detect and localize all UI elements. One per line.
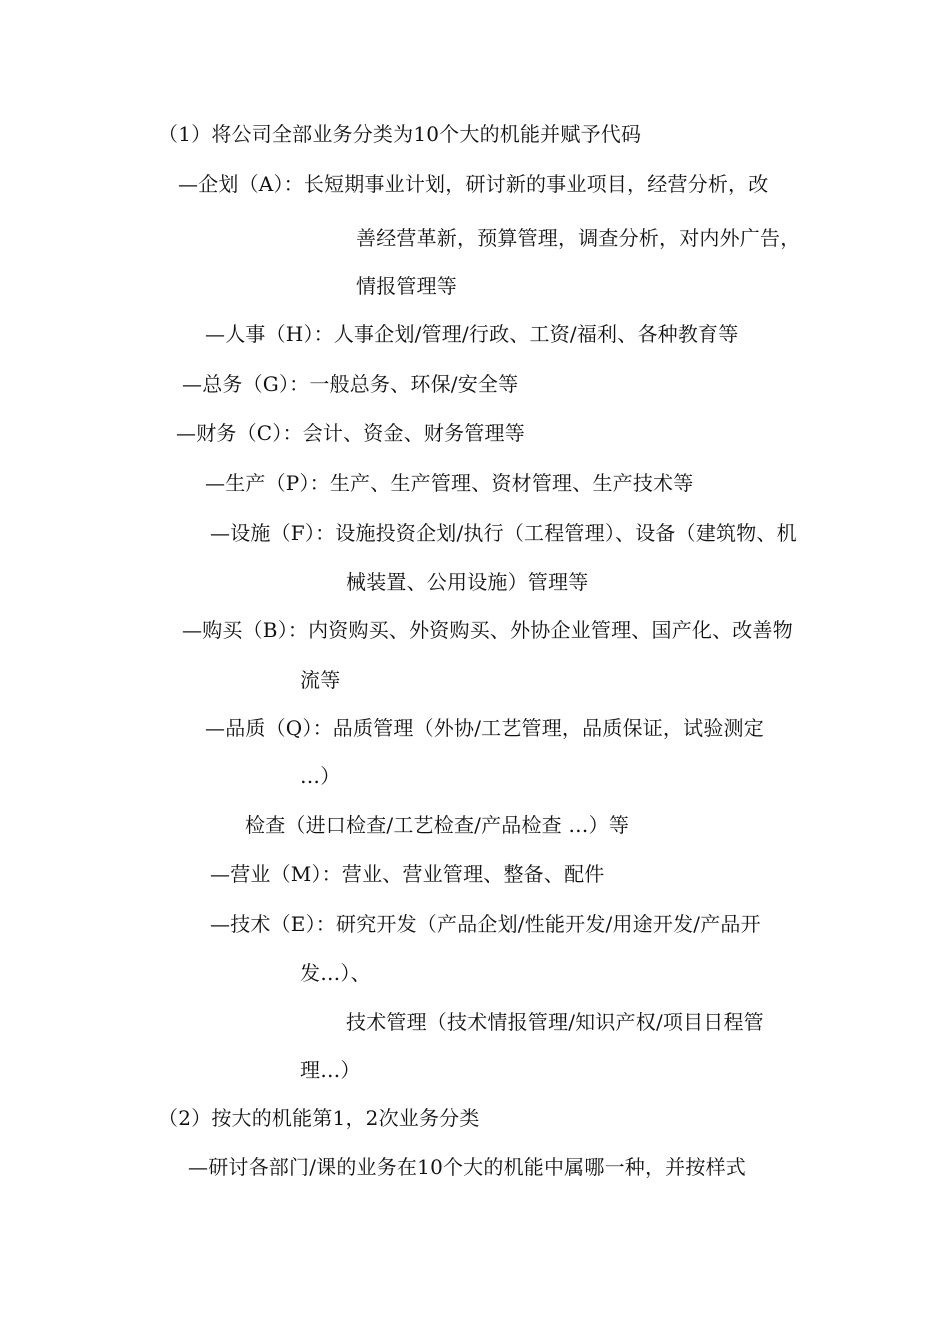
item-finance: —财务（C）：会计、资金、财务管理等 [176, 421, 525, 445]
item-purchasing-continued: 流等 [300, 668, 341, 692]
section-1-heading: （1）将公司全部业务分类为10个大的机能并赋予代码 [158, 122, 642, 146]
item-general-affairs: —总务（G）：一般总务、环保/安全等 [182, 372, 519, 396]
item-quality-continued: …） [300, 764, 341, 788]
item-planning-continued-2: 情报管理等 [356, 274, 457, 298]
item-technology-management: 技术管理（技术情报管理/知识产权/项目日程管 [346, 1010, 764, 1034]
item-facilities-continued: 械装置、公用设施）管理等 [346, 570, 589, 594]
item-quality-inspection: 检查（进口检查/工艺检查/产品检查 …）等 [245, 813, 630, 837]
item-planning: —企划（A）：长短期事业计划，研讨新的事业项目，经营分析，改 [178, 172, 769, 196]
item-planning-continued: 善经营革新，预算管理，调查分析，对内外广告， [356, 226, 801, 250]
item-facilities: —设施（F）：设施投资企划/执行（工程管理）、设备（建筑物、机 [210, 521, 797, 545]
item-technology-continued: 发…）、 [300, 961, 371, 985]
item-technology-management-continued: 理…） [300, 1058, 361, 1082]
section-2-item: —研讨各部门/课的业务在10个大的机能中属哪一种，并按样式 [188, 1155, 746, 1179]
item-production: —生产（P）：生产、生产管理、资材管理、生产技术等 [205, 471, 694, 495]
item-sales: —营业（M）：营业、营业管理、整备、配件 [210, 862, 605, 886]
item-purchasing: —购买（B）：内资购买、外资购买、外协企业管理、国产化、改善物 [182, 618, 793, 642]
item-quality: —品质（Q）：品质管理（外协/工艺管理，品质保证，试验测定 [205, 716, 764, 740]
item-technology: —技术（E）：研究开发（产品企划/性能开发/用途开发/产品开 [210, 912, 761, 936]
item-personnel: —人事（H）：人事企划/管理/行政、工资/福利、各种教育等 [205, 322, 739, 346]
section-2-heading: （2）按大的机能第1，2次业务分类 [158, 1106, 480, 1130]
